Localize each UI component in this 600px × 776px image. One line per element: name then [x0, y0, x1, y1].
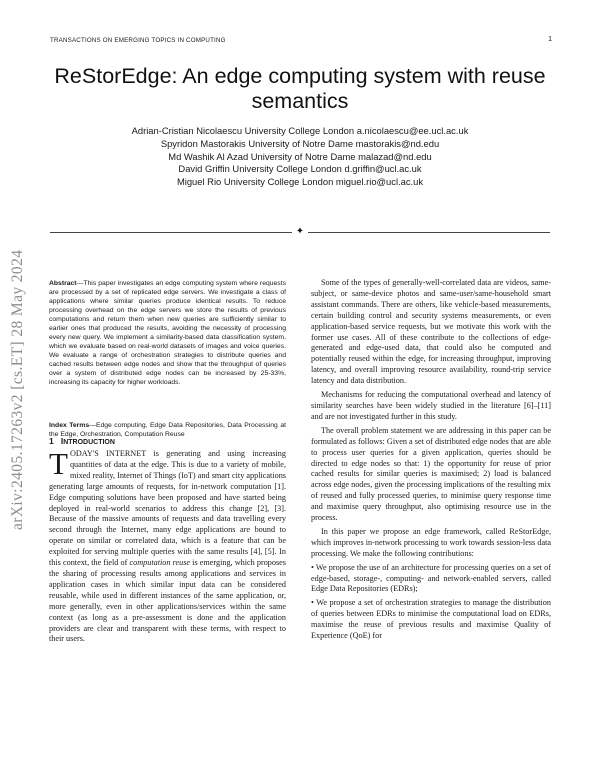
index-terms-text: —Edge computing, Edge Data Repositories, Data Processing at the Edge, Orchestration, Computation Reuse	[49, 422, 286, 438]
section-title-rest: NTRODUCTION	[63, 439, 115, 446]
right-column-body	[311, 278, 551, 645]
abstract	[49, 279, 286, 387]
paragraph: Mechanisms for reducing the computational overhead and latency of similarity searches have been widely studied in the literature [6]–[11] and are not investigated further in this study.	[311, 390, 551, 421]
section-title-initial: I	[60, 436, 64, 446]
abstract-text: —This paper investigates an edge computing system where requests are processed by a set of replicated edge servers. We investigate a class of applications where similar queries produce identical results. To reduce processing overhead on the edge servers we store the results of previous computations and return them when new queries are sufficiently similar to earlier ones that produced the results, avoiding the necessity of processing every new query. We implement a similarity-based data classification system, which we evaluate based on real-world datasets of images and voice queries. We evaluate a range of orchestration strategies to distribute queries and cached results between edge nodes and show that the throughput of queries over a system of distributed edge nodes can be increased by 25-33%, increasing its capacity for higher workloads.	[49, 280, 286, 386]
intro-text-continued: is emerging, which proposes the sharing of processing results among applications and services in application cases in which similar input data can be considered reusable, while used in different instances of the same application, or, more generally, even in other applications/services within the same context (as long as a pre-assessment is done and the application providers are clear and transparent with these terms, with respect to their users.	[49, 558, 286, 644]
arxiv-side-stamp: arXiv:2405.17263v2 [cs.ET] 28 May 2024	[9, 249, 26, 531]
running-header: TRANSACTIONS ON EMERGING TOPICS IN COMPUTING	[50, 37, 226, 44]
author-line: Miguel Rio University College London miguel.rio@ucl.ac.uk	[176, 176, 424, 188]
intro-emphasis: computation reuse	[129, 558, 191, 568]
drop-cap: T	[49, 446, 68, 481]
paragraph: Some of the types of generally-well-correlated data are videos, same-subject, or same-device photos and same-user/same-household smart assistant commands. There are others, like vehicle-based measurements, certain building control and security systems measurements, or even application-based service requests, but we motivate this work with the former use cases. All of these contribute to the collections of edge-generated and edge-used data, that could also be computed and potentially reused within the edge, for increasing throughput, improving latency, and overall improving resource availability, round-trip service latency and data distribution.	[311, 278, 551, 386]
divider-ornament: ✦	[292, 226, 308, 238]
intro-text: is generating and using increasing quantities of data at the edge. This is due to a variety of mobile, mixed reality, Internet of Things (IoT) and smart city applications generating large amounts of requests, for in-network computation [1]. Edge computing solutions have been proposed and have started being deployed in real-world scenarios to address this change [2], [3]. Because of the massive amounts of requests and data travelling every second through the Internet, many edge applications are bound to operate on similar or correlated data, which is a feature that can be exploited for serving multiple queries with the same results [4], [5]. In this context, the field of	[49, 449, 286, 568]
contribution-bullet: • We propose the use of an architecture for processing queries on a set of edge-based, storage-, computing- and network-enabled servers, called Edge Data Repositories (EDRs);	[311, 562, 551, 594]
paper-title: ReStorEdge: An edge computing system with reuse semantics	[54, 64, 546, 113]
intro-smallcaps: ODAY'S INTERNET	[69, 449, 147, 458]
contribution-bullet: • We propose a set of orchestration strategies to manage the distribution of queries between EDRs to minimise the computational load on EDRs, maximise the reuse of previous results and maximise Quality of Experience (QoE) for	[311, 598, 551, 641]
author-list	[40, 125, 560, 189]
page-number: 1	[548, 36, 552, 43]
introduction-body	[49, 446, 286, 645]
author-line: Spyridon Mastorakis University of Notre Dame mastorakis@nd.edu	[160, 137, 440, 149]
paragraph: In this paper we propose an edge framework, called ReStorEdge, which improves in-network processing to work towards session-less data processing. We make the following contributions:	[311, 526, 551, 558]
author-line: Adrian-Cristian Nicolaescu University College London a.nicolaescu@ee.ucl.ac.uk	[131, 125, 469, 136]
author-line: Md Washik Al Azad University of Notre Dame malazad@nd.edu	[168, 150, 432, 162]
section-heading-introduction	[49, 436, 115, 446]
abstract-label: Abstract	[49, 280, 77, 287]
section-number: 1	[49, 436, 54, 446]
index-terms-label: Index Terms	[49, 422, 90, 429]
author-line: David Griffin University College London d.griffin@ucl.ac.uk	[178, 163, 422, 175]
paragraph: The overall problem statement we are addressing in this paper can be formulated as follows: Given a set of distributed edge nodes that are able to process user queries for a given application, queries should be directed to edge nodes so that: 1) the opportunity for reuse of prior cached results for similar queries is maximised; 2) load is balanced across edge nodes, given the processing implications of the resulting mix of reused and fully processed queries, to minimise query response time and maximise query throughput, also optimising resource use in the process.	[311, 425, 551, 523]
